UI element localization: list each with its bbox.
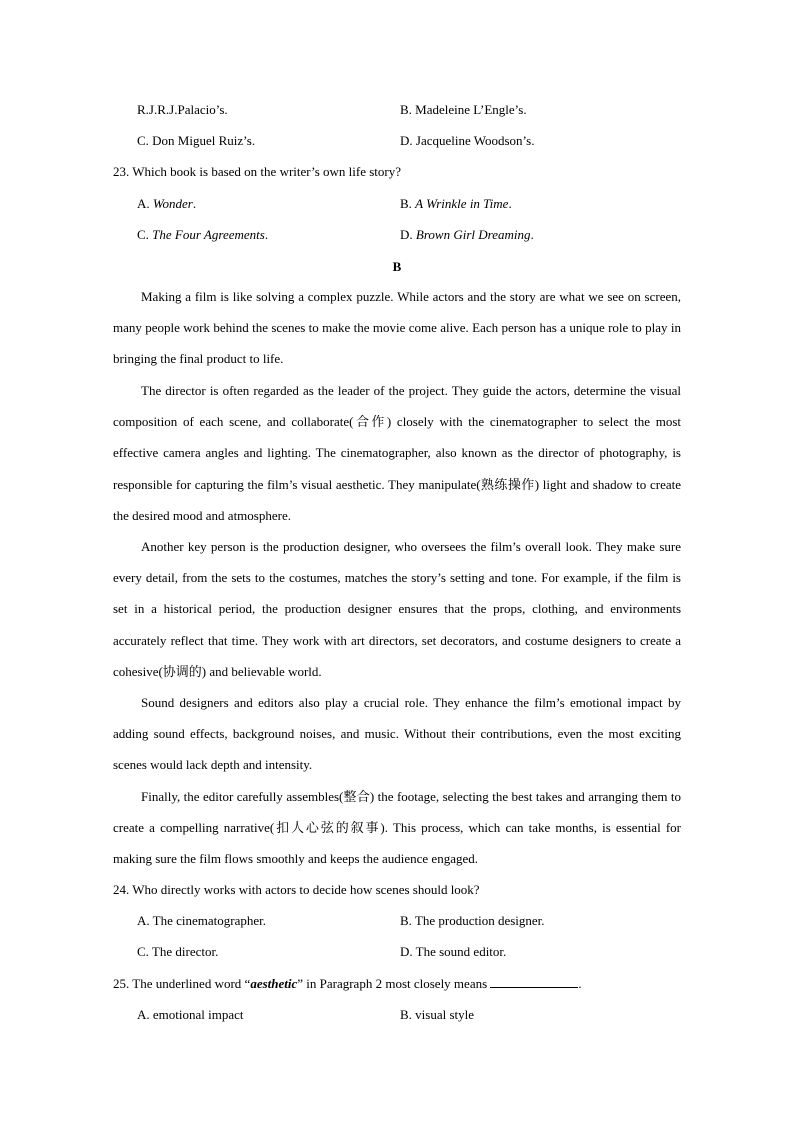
q24-options-row-2 <box>0 942 794 962</box>
q25-question <box>113 974 582 994</box>
q25-keyword: aesthetic <box>250 976 298 991</box>
q25-answer-blank[interactable] <box>490 974 578 988</box>
passage-paragraph-2: The director is often regarded as the leader of the project. They guide the actors, determine the visual composition of each scene, and collaborate(合作) closely with the cinematographer to select the most effective camera angles and lighting. The cinematographer, also known as the director of photography, is responsible for capturing the film’s visual aesthetic. They manipulate(熟练操作) light and shadow to create the desired mood and atmosphere. <box>113 383 681 523</box>
q25-option-a[interactable]: A. emotional impact <box>137 1007 244 1022</box>
q25-question-prefix: 25. The underlined word “ <box>113 976 251 991</box>
q25-question-row <box>0 974 794 994</box>
q24-option-c[interactable]: C. The director. <box>137 944 219 959</box>
q22-option-d[interactable]: D. Jacqueline Woodson’s. <box>400 133 535 148</box>
q23-option-a-title: Wonder <box>152 196 193 211</box>
section-b-heading: B <box>392 259 402 274</box>
q23-option-b[interactable] <box>400 194 512 214</box>
q23-option-c-title: The Four Agreements <box>152 227 265 242</box>
q23-option-a-period: . <box>192 196 197 211</box>
q23-options-row-1 <box>0 194 794 214</box>
q23-options-row-2 <box>0 225 794 245</box>
q24-option-b[interactable]: B. The production designer. <box>400 913 545 928</box>
q25-option-b[interactable]: B. visual style <box>400 1007 475 1022</box>
q24-option-a[interactable]: A. The cinematographer. <box>137 913 266 928</box>
q23-option-d-title: Brown Girl Dreaming <box>415 227 531 242</box>
q23-option-c[interactable] <box>137 225 268 245</box>
q23-option-a[interactable] <box>137 194 196 214</box>
q25-question-end: . <box>578 976 582 991</box>
q23-option-b-period: . <box>508 196 512 211</box>
q23-question-row <box>0 162 794 182</box>
passage-paragraph-4: Sound designers and editors also play a crucial role. They enhance the film’s emotional impact by adding sound effects, background noises, and music. Without their contributions, even the most exciting scenes would lack depth and intensity. <box>113 695 681 773</box>
q22-option-a[interactable]: R.J.R.J.Palacio’s. <box>137 102 228 117</box>
passage-paragraph-5: Finally, the editor carefully assembles(整合) the footage, selecting the best takes and arranging them to create a compelling narrative(扣人心弦的叙事). This process, which can take months, is essential for making sure the film flows smoothly and keeps the audience engaged. <box>113 789 681 867</box>
q23-option-b-title: A Wrinkle in Time <box>415 196 509 211</box>
passage-paragraph-3: Another key person is the production designer, who oversees the film’s overall look. They make sure every detail, from the sets to the costumes, matches the story’s setting and tone. For example, if the film is set in a historical period, the production designer ensures that the props, clothing, and environments accurately reflect that time. They work with art directors, set decorators, and costume designers to create a cohesive(协调的) and believable world. <box>113 539 681 679</box>
q24-options-row-1 <box>0 911 794 931</box>
q23-option-a-letter: A. <box>137 196 153 211</box>
q25-options-row-1 <box>0 1005 794 1025</box>
q23-option-d-period: . <box>530 227 534 242</box>
q22-option-b[interactable]: B. Madeleine L’Engle’s. <box>400 102 527 117</box>
q24-question-row <box>0 880 794 900</box>
q24-option-d[interactable]: D. The sound editor. <box>400 944 507 959</box>
q25-question-suffix: ” in Paragraph 2 most closely means <box>297 976 491 991</box>
q22-options-row-2 <box>0 131 794 151</box>
q23-option-c-letter: C. <box>137 227 153 242</box>
passage-paragraph-1: Making a film is like solving a complex puzzle. While actors and the story are what we see on screen, many people work behind the scenes to make the movie come alive. Each person has a unique role to play in bringing the final product to life. <box>113 289 681 367</box>
q23-option-b-letter: B. <box>400 196 416 211</box>
q23-option-c-period: . <box>264 227 269 242</box>
q23-option-d[interactable] <box>400 225 534 245</box>
q22-options-row-1 <box>0 100 794 120</box>
q23-option-d-letter: D. <box>400 227 416 242</box>
q24-question: 24. Who directly works with actors to decide how scenes should look? <box>113 882 480 897</box>
q22-option-c[interactable]: C. Don Miguel Ruiz’s. <box>137 133 256 148</box>
q23-question: 23. Which book is based on the writer’s own life story? <box>113 164 401 179</box>
